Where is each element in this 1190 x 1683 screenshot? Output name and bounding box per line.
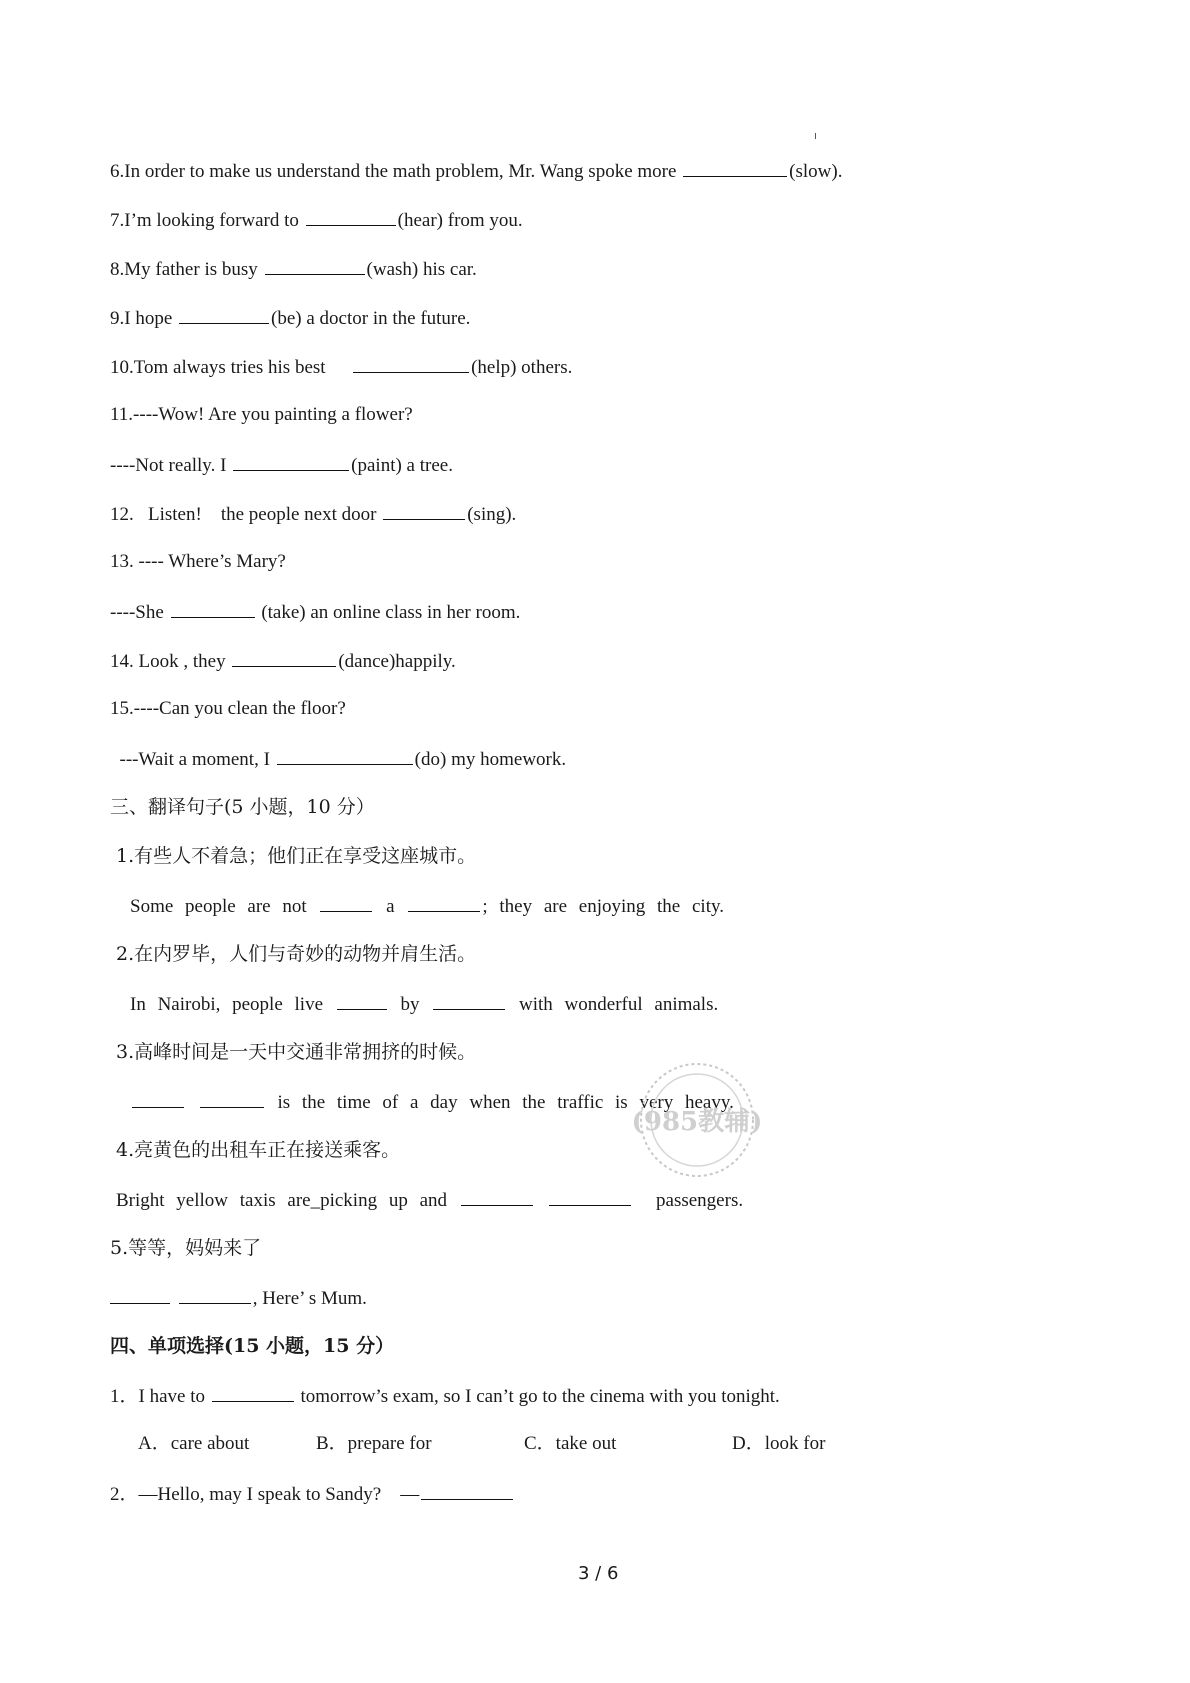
watermark-stamp: [622, 1060, 772, 1180]
question-13-prompt: 13. ---- Where’s Mary?: [110, 551, 286, 572]
translation-5-english: , Here’ s Mum.: [110, 1285, 367, 1311]
question-14: 14. Look , they (dance)happily.: [110, 648, 456, 674]
translation-4-chinese: 4.亮黄色的出租车正在接送乘客。: [116, 1139, 401, 1161]
question-15-prompt: 15.----Can you clean the floor?: [110, 698, 346, 719]
question-10: 10.Tom always tries his best (help) others.: [110, 354, 572, 380]
answer-blank[interactable]: [277, 746, 413, 765]
answer-blank[interactable]: [212, 1383, 294, 1402]
section-4-heading: 四、单项选择(15 小题，15 分）: [110, 1335, 395, 1357]
translation-5-chinese: 5.等等，妈妈来了: [110, 1237, 262, 1259]
answer-blank[interactable]: [171, 599, 255, 618]
answer-blank[interactable]: [337, 991, 387, 1010]
translation-4-english: Bright yellow taxis are_picking up and passengers.: [116, 1187, 743, 1213]
answer-blank[interactable]: [683, 158, 787, 177]
answer-blank[interactable]: [265, 256, 365, 275]
answer-blank[interactable]: [179, 1285, 251, 1304]
translation-2-english: In Nairobi, people live by with wonderful animals.: [130, 991, 718, 1017]
question-9: 9.I hope (be) a doctor in the future.: [110, 305, 470, 331]
watermark-text: (985教辅): [631, 1107, 763, 1137]
answer-blank[interactable]: [421, 1481, 513, 1500]
answer-blank[interactable]: [383, 501, 465, 520]
question-11-response: ----Not really. I (paint) a tree.: [110, 452, 453, 478]
question-11-prompt: 11.----Wow! Are you painting a flower?: [110, 404, 413, 425]
option-c[interactable]: C．take out: [524, 1433, 617, 1454]
translation-2-chinese: 2.在内罗毕，人们与奇妙的动物并肩生活。: [116, 943, 477, 965]
answer-blank[interactable]: [433, 991, 505, 1010]
answer-blank[interactable]: [320, 893, 372, 912]
translation-3-chinese: 3.高峰时间是一天中交通非常拥挤的时候。: [116, 1041, 477, 1063]
question-8: 8.My father is busy (wash) his car.: [110, 256, 477, 282]
question-12: 12. Listen! the people next door (sing).: [110, 501, 516, 527]
answer-blank[interactable]: [461, 1187, 533, 1206]
answer-blank[interactable]: [110, 1285, 170, 1304]
answer-blank[interactable]: [233, 452, 349, 471]
page-number: 3 / 6: [578, 1563, 619, 1584]
translation-1-english: Some people are not a ; they are enjoying the city.: [130, 893, 724, 919]
choice-question-1: 1．I have to tomorrow’s exam, so I can’t go to the cinema with you tonight.: [110, 1383, 780, 1409]
question-13-response: ----She (take) an online class in her room.: [110, 599, 520, 625]
section-3-heading: 三、翻译句子(5 小题，10 分）: [110, 796, 375, 818]
option-b[interactable]: B．prepare for: [316, 1433, 432, 1454]
translation-3-english: is the time of a day when the traffic is very heavy.: [130, 1089, 734, 1115]
answer-blank[interactable]: [353, 354, 469, 373]
answer-blank[interactable]: [306, 207, 396, 226]
answer-blank[interactable]: [179, 305, 269, 324]
answer-blank[interactable]: [132, 1089, 184, 1108]
option-a[interactable]: A．care about: [138, 1433, 250, 1454]
scan-mark: [815, 133, 816, 139]
question-15-response: ---Wait a moment, I (do) my homework.: [110, 746, 566, 772]
answer-blank[interactable]: [200, 1089, 264, 1108]
answer-blank[interactable]: [232, 648, 336, 667]
option-d[interactable]: D．look for: [732, 1433, 826, 1454]
translation-1-chinese: 1.有些人不着急；他们正在享受这座城市。: [116, 845, 477, 867]
question-7: 7.I’m looking forward to (hear) from you.: [110, 207, 523, 233]
answer-blank[interactable]: [549, 1187, 631, 1206]
choice-question-2: 2．—Hello, may I speak to Sandy? —: [110, 1481, 515, 1507]
answer-blank[interactable]: [408, 893, 480, 912]
question-6: 6.In order to make us understand the math problem, Mr. Wang spoke more (slow).: [110, 158, 842, 184]
